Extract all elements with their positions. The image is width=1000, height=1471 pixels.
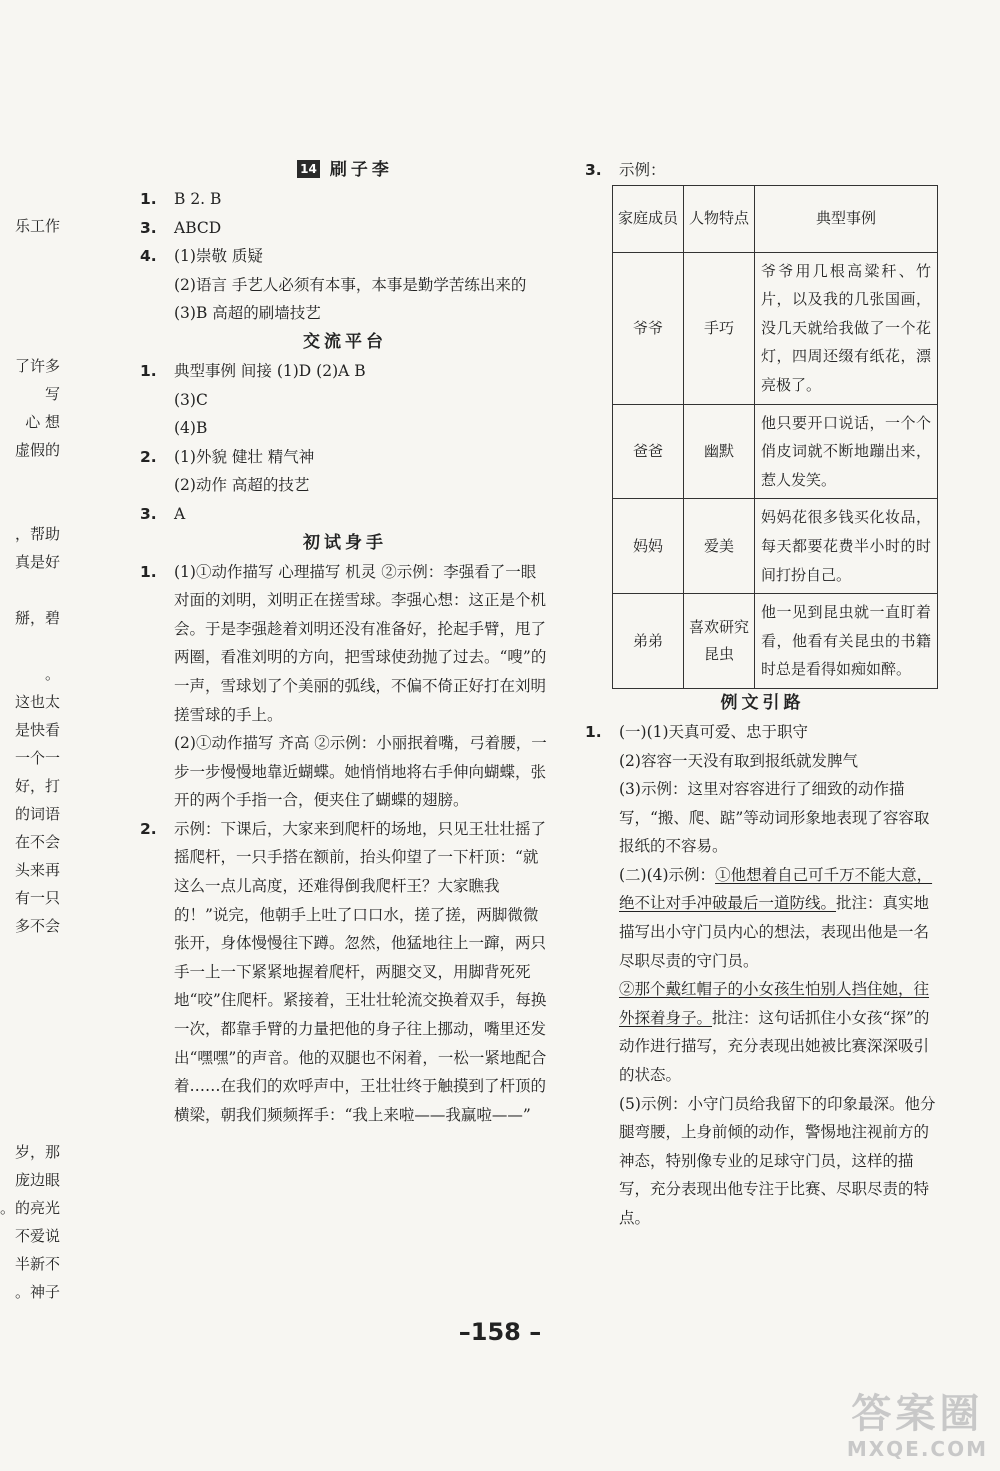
answer-text: 示例： xyxy=(619,161,666,179)
edge-text-fragment: 头来再 xyxy=(14,861,60,879)
answer-subline: (2)容容一天没有取到报纸就发脾气 xyxy=(619,751,858,770)
answer-text: (二)(4)示例： xyxy=(619,865,716,884)
answer-subline: (3)C xyxy=(174,390,208,409)
edge-text-fragment: 的词语 xyxy=(14,805,60,823)
edge-text-fragment: 心 想 xyxy=(25,413,60,431)
answer-subline: (4)B xyxy=(174,419,208,438)
trait-cell: 爱美 xyxy=(684,499,755,594)
answer-text: 典型事例 间接 (1)D (2)A B xyxy=(174,361,366,380)
watermark-line-1: 答案圈 xyxy=(851,1391,984,1437)
answer-subline: (3)B 高超的刷墙技艺 xyxy=(174,304,321,323)
section-title-liwen: 例文引路 xyxy=(720,692,805,713)
annotation-text: 批注：真实地描写出小守门员内心的想法，表现出他是一名尽职尽责的守门员。 xyxy=(619,894,930,970)
table-row xyxy=(613,252,938,404)
answer-subline xyxy=(585,861,940,975)
lesson-number-badge: 14 xyxy=(297,160,320,178)
example-cell: 爷爷用几根高粱秆、竹片，以及我的几张国画，没几天就给我做了一个花灯，四周还缀有纸花，漂亮极了。 xyxy=(755,252,938,404)
answer-item: 2. 示例：下课后，大家来到爬杆的场地，只见王壮壮摇了摇爬杆，一只手搭在额前，抬头仰望了一下杆顶：“就这么一点儿高度，还难得倒我爬杆王？大家瞧我的！”说完，他朝手上吐了口口水，搓了搓，两脚微微张开，身体慢慢往下蹲。忽然，他猛地往上一蹿，两只手一上一下紧紧地握着爬杆，两腿交叉，用脚背死死地“咬”住爬杆。紧接着，王壮壮轮流交换着双手，每换一次，都靠手臂的力量把他的身子往上挪动，嘴里还发出“嘿嘿”的声音。他的双腿也不闲着，一松一紧地配合着……在我们的欢呼声中，王壮壮终于触摸到了杆顶的横梁，朝我们频频挥手：“我上来啦——我赢啦——” xyxy=(140,819,547,1124)
table-row xyxy=(613,499,938,594)
section-title-jiaoliu: 交流平台 xyxy=(303,331,387,352)
answer-text: (一)(1)天真可爱、忠于职守 xyxy=(619,722,809,741)
trait-cell: 手巧 xyxy=(684,252,755,404)
left-column xyxy=(140,156,550,1129)
member-cell: 爸爸 xyxy=(613,404,684,499)
answer-text: A xyxy=(174,504,186,523)
edge-text-fragment: 有一只 xyxy=(14,889,60,907)
example-cell: 他只要开口说话，一个个俏皮词就不断地蹦出来，惹人发笑。 xyxy=(755,404,938,499)
page-number: –158 – xyxy=(458,1318,542,1346)
edge-text-fragment: 神子。 xyxy=(14,1283,60,1301)
edge-text-fragment: 这也太 xyxy=(14,693,60,711)
answer-subline xyxy=(585,975,940,1089)
edge-text-fragment: 乐工作 xyxy=(14,217,60,235)
answer-item: 2. (1)外貌 健壮 精气神 xyxy=(140,447,315,466)
answer-item: 3. A xyxy=(140,504,186,523)
member-cell: 妈妈 xyxy=(613,499,684,594)
edge-text-fragment: 好，打 xyxy=(14,777,60,795)
answer-item: 1. B 2. B xyxy=(140,190,222,208)
answer-text: (1)外貌 健壮 精气神 xyxy=(174,447,315,466)
table-row xyxy=(613,594,938,689)
edge-text-fragment: 岁，那 xyxy=(14,1143,60,1161)
answer-item: 3. 示例： xyxy=(585,161,666,179)
lesson-title: 刷子李 xyxy=(329,160,393,180)
edge-text-fragment: 的亮光。 xyxy=(0,1199,60,1217)
answer-text: 示例：下课后，大家来到爬杆的场地，只见王壮壮摇了摇爬杆，一只手搭在额前，抬头仰望了一下杆顶：“就这么一点儿高度，还难得倒我爬杆王？大家瞧我的！”说完，他朝手上吐了口口水，搓了搓，两脚微微张开，身体慢慢往下蹲。忽然，他猛地往上一蹿，两只手一上一下紧紧地握着爬杆，两腿交叉，用脚背死死地“咬”住爬杆。紧接着，王壮壮轮流交换着双手，每换一次，都靠手臂的力量把他的身子往上挪动，嘴里还发出“嘿嘿”的声音。他的双腿也不闲着，一松一紧地配合着……在我们的欢呼声中，王壮壮终于触摸到了杆顶的横梁，朝我们频频挥手：“我上来啦——我赢啦——” xyxy=(174,819,547,1124)
table-header-cell: 家庭成员 xyxy=(613,185,684,252)
watermark-line-2: MXQE.COM xyxy=(846,1437,988,1461)
edge-text-fragment: 多不会 xyxy=(14,917,60,935)
edge-text-fragment: 庞边眼 xyxy=(14,1171,60,1189)
answer-item: 1. (一)(1)天真可爱、忠于职守 xyxy=(585,722,809,741)
edge-text-fragment: 了许多 xyxy=(14,357,60,375)
member-cell: 弟弟 xyxy=(613,594,684,689)
answer-item: 1. (1)①动作描写 心理描写 机灵 ②示例：李强看了一眼对面的刘明，刘明正在搓雪球。李强心想：这正是个机会。于是李强趁着刘明还没有准备好，抡起手臂，甩了两圈，看准刘明的方向，把雪球使劲抛了过去。“嗖”的一声，雪球划了个美丽的弧线，不偏不倚正好打在刘明搓雪球的手上。 xyxy=(140,562,547,724)
member-cell: 爷爷 xyxy=(613,252,684,404)
edge-text-fragment: 。 xyxy=(44,665,60,683)
underlined-sentence: ①他想着自己可千万不能大意，绝不让对手冲破最后一道防线。 xyxy=(619,865,933,913)
edge-text-fragment: 半新不 xyxy=(14,1255,60,1273)
family-table xyxy=(612,185,938,689)
answer-subline: (2)语言 手艺人必须有本事，本事是勤学苦练出来的 xyxy=(174,275,527,294)
edge-text-fragment: 掰，碧 xyxy=(14,609,60,627)
edge-text-fragment: 写 xyxy=(44,385,60,403)
answer-text: (1)①动作描写 心理描写 机灵 ②示例：李强看了一眼对面的刘明，刘明正在搓雪球。李强心想：这正是个机会。于是李强趁着刘明还没有准备好，抡起手臂，甩了两圈，看准刘明的方向，把雪球使劲抛了过去。“嗖”的一声，雪球划了个美丽的弧线，不偏不倚正好打在刘明搓雪球的手上。 xyxy=(174,562,547,724)
example-cell: 他一见到昆虫就一直盯着看，他看有关昆虫的书籍时总是看得如痴如醉。 xyxy=(755,594,938,689)
answer-subline: (3)示例：这里对容容进行了细致的动作描写，“搬、爬、踮”等动词形象地表现了容容取报纸的不容易。 xyxy=(619,780,930,856)
edge-text-fragment: 不爱说 xyxy=(14,1227,60,1245)
edge-text-fragment: 虚假的 xyxy=(14,441,60,459)
table-row xyxy=(613,404,938,499)
answer-item: 3. ABCD xyxy=(140,218,222,237)
example-cell: 妈妈花很多钱买化妆品，每天都要花费半小时的时间打扮自己。 xyxy=(755,499,938,594)
answer-text: ABCD xyxy=(174,218,222,237)
edge-text-fragment: 一个一 xyxy=(14,749,60,767)
section-title-shuazili xyxy=(140,156,550,185)
edge-text-fragment: 真是好 xyxy=(14,553,60,571)
edge-text-fragment: 在不会 xyxy=(14,833,60,851)
right-column xyxy=(585,156,940,1233)
answer-subline: (5)示例：小守门员给我留下的印象最深。他分腿弯腰，上身前倾的动作，警惕地注视前方的神态，特别像专业的足球守门员，这样的描写，充分表现出他专注于比赛、尽职尽责的特点。 xyxy=(619,1094,936,1227)
section-title-chushi: 初试身手 xyxy=(303,532,387,553)
answer-text: (1)崇敬 质疑 xyxy=(174,247,263,266)
answer-subline: (2)①动作描写 齐高 ②示例：小丽抿着嘴，弓着腰，一步一步慢慢地靠近蝴蝶。她悄悄地将右手伸向蝴蝶，张开的两个手指一合，便夹住了蝴蝶的翅膀。 xyxy=(174,734,547,810)
edge-text-fragment: 帮助， xyxy=(14,525,60,543)
table-header-cell: 典型事例 xyxy=(755,185,938,252)
answer-text: B 2. B xyxy=(174,190,222,208)
table-header-cell: 人物特点 xyxy=(684,185,755,252)
answer-item: 1. 典型事例 间接 (1)D (2)A B xyxy=(140,361,366,380)
trait-cell: 幽默 xyxy=(684,404,755,499)
watermark-logo xyxy=(847,1391,988,1461)
annotation-text: 批注：这句话抓住小女孩“探”的动作进行描写，充分表现出她被比赛深深吸引的状态。 xyxy=(619,1008,930,1085)
answer-item: 4. (1)崇敬 质疑 xyxy=(140,247,263,266)
underlined-sentence: ②那个戴红帽子的小女孩生怕别人挡住她，往外探着身子。 xyxy=(619,980,930,1027)
answer-subline: (2)动作 高超的技艺 xyxy=(174,476,310,495)
edge-text-fragment: 是快看 xyxy=(14,721,60,739)
trait-cell: 喜欢研究昆虫 xyxy=(684,594,755,689)
table-header-row xyxy=(613,185,938,252)
